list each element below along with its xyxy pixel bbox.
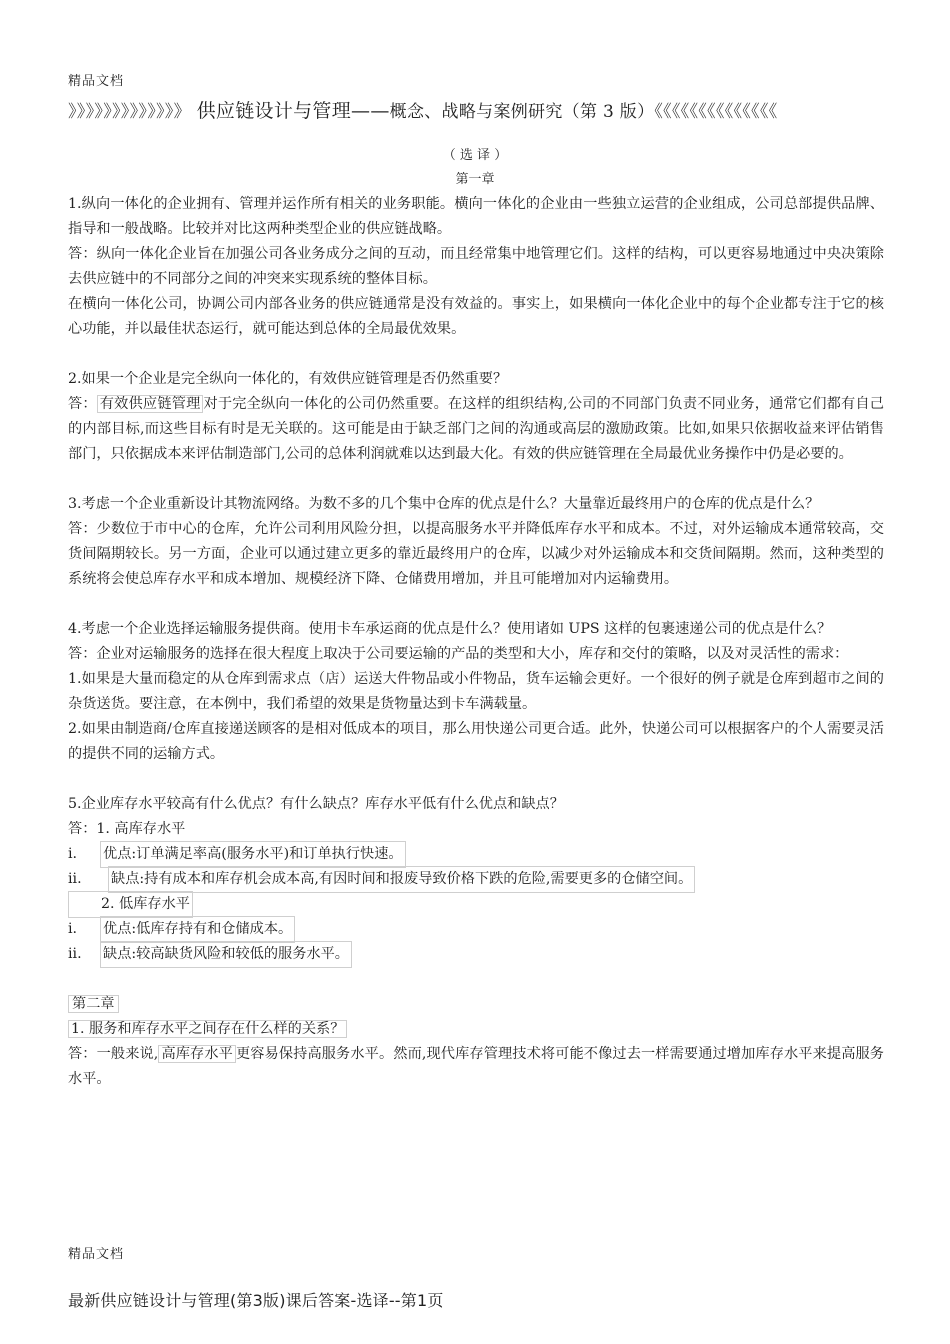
answer-4-paragraph-1: 答：企业对运输服务的选择在很大程度上取决于公司要运输的产品的类型和大小，库存和交付的策略，以及对灵活性的需求： bbox=[68, 646, 849, 662]
item-numeral: i. bbox=[68, 846, 78, 862]
answer-5-item-ii bbox=[68, 867, 884, 892]
subtitle: （ 选 译 ） bbox=[442, 148, 508, 163]
question-4: 4.考虑一个企业选择运输服务提供商。使用卡车承运商的优点是什么？使用诸如 UPS 这样的包裹速递公司的优点是什么？ bbox=[68, 621, 832, 637]
item-text: 缺点:持有成本和库存机会成本高,有因时间和报废导致价格下跌的危险,需要更多的仓储空间。 bbox=[108, 866, 695, 893]
title-sub: 概念、战略与案例研究（第 3 版） bbox=[389, 102, 655, 122]
chapter-2-label: 第二章 bbox=[68, 995, 119, 1013]
answer-1-paragraph-1: 答：纵向一体化企业旨在加强公司各业务成分之间的互动，而且经常集中地管理它们。这样的结构，可以更容易地通过中央决策除去供应链中的不同部分之间的冲突来实现系统的整体目标。 bbox=[68, 246, 884, 287]
document-title bbox=[68, 96, 888, 123]
answer-5-intro: 答：1. 高库存水平 bbox=[68, 821, 186, 837]
answer-4-paragraph-2: 1.如果是大量而稳定的从仓库到需求点（店）运送大件物品或小件物品，货车运输会更好。一个很好的例子就是仓库到超市之间的杂货送货。要注意，在本例中，我们希望的效果是货物量达到卡车满载量。 bbox=[68, 671, 884, 712]
item-text: 缺点:较高缺货风险和较低的服务水平。 bbox=[100, 941, 352, 968]
item-text: 优点:低库存持有和仓储成本。 bbox=[100, 916, 295, 943]
title-right-decoration: 《《《《《《《《《《《《《《 bbox=[654, 102, 778, 122]
chapter-2-answer-1 bbox=[68, 1042, 884, 1092]
document-body bbox=[68, 192, 884, 1092]
answer-2-highlight: 有效供应链管理 bbox=[97, 395, 204, 413]
chapter-heading-1: 第一章 bbox=[455, 172, 495, 187]
chapter-2-answer-1-prefix: 答：一般来说, bbox=[68, 1046, 159, 1062]
page-footer: 最新供应链设计与管理(第3版)课后答案-选译--第1页 bbox=[68, 1291, 444, 1310]
title-left-decoration: 》》》》》》》》》》》》》 bbox=[68, 102, 191, 122]
answer-5-low-heading bbox=[68, 892, 884, 917]
answer-2-text: 对于完全纵向一体化的公司仍然重要。在这样的组织结构,公司的不同部门负责不同业务，通常它们都有自己的内部目标,而这些目标有时是无关联的。这可能是由于缺乏部门之间的沟通或高层的激励政策。比如,如果只依据收益来评估销售部门，只依据成本来评估制造部门,公司的总体利润就难以达到最大化。有效的供应链管理在全局最优业务操作中仍是必要的。 bbox=[68, 396, 884, 462]
chapter-2-question-1 bbox=[68, 1017, 884, 1042]
answer-5-low-item-ii bbox=[68, 942, 884, 967]
chapter-2-answer-1-highlight: 高库存水平 bbox=[158, 1045, 236, 1063]
question-3: 3.考虑一个企业重新设计其物流网络。为数不多的几个集中仓库的优点是什么？大量靠近最终用户的仓库的优点是什么？ bbox=[68, 496, 820, 512]
question-5: 5.企业库存水平较高有什么优点？有什么缺点？库存水平低有什么优点和缺点？ bbox=[68, 796, 564, 812]
item-numeral: ii. bbox=[68, 871, 82, 887]
header-tag: 精品文档 bbox=[68, 74, 125, 89]
answer-5-item-i bbox=[68, 842, 884, 867]
item-numeral: ii. bbox=[68, 946, 82, 962]
answer-1-paragraph-2: 在横向一体化公司，协调公司内部各业务的供应链通常是没有效益的。事实上，如果横向一体化企业中的每个企业都专注于它的核心功能，并以最佳状态运行，就可能达到总体的全局最优效果。 bbox=[68, 296, 884, 337]
answer-5-low-item-i bbox=[68, 917, 884, 942]
low-inventory-heading: 2. 低库存水平 bbox=[68, 891, 193, 918]
chapter-heading-2 bbox=[68, 992, 884, 1017]
answer-3: 答：少数位于市中心的仓库，允许公司利用风险分担，以提高服务水平并降低库存水平和成本。不过，对外运输成本通常较高，交货间隔期较长。另一方面，企业可以通过建立更多的靠近最终用户的仓库，以减少对外运输成本和交货间隔期。然而，这种类型的系统将会使总库存水平和成本增加、规模经济下降、仓储费用增加，并且可能增加对内运输费用。 bbox=[68, 521, 884, 587]
answer-2-prefix: 答： bbox=[68, 396, 97, 412]
title-main: 供应链设计与管理—— bbox=[196, 100, 390, 122]
item-numeral: i. bbox=[68, 921, 78, 937]
chapter-2-question-1-text: 1. 服务和库存水平之间存在什么样的关系？ bbox=[68, 1020, 347, 1038]
question-2: 2.如果一个企业是完全纵向一体化的，有效供应链管理是否仍然重要？ bbox=[68, 371, 508, 387]
footer-tag: 精品文档 bbox=[68, 1247, 125, 1262]
answer-4-paragraph-3: 2.如果由制造商/仓库直接递送顾客的是相对低成本的项目，那么用快递公司更合适。此外，快递公司可以根据客户的个人需要灵活的提供不同的运输方式。 bbox=[68, 721, 884, 762]
chapter-2-answer-1-text: 更容易保持高服务水平。然而,现代库存管理技术将可能不像过去一样需要通过增加库存水平来提高服务水平。 bbox=[68, 1046, 884, 1087]
question-1: 1.纵向一体化的企业拥有、管理并运作所有相关的业务职能。横向一体化的企业由一些独立运营的企业组成，公司总部提供品牌、指导和一般战略。比较并对比这两种类型企业的供应链战略。 bbox=[68, 196, 884, 237]
answer-2 bbox=[68, 392, 884, 467]
item-text: 优点:订单满足率高(服务水平)和订单执行快速。 bbox=[100, 841, 406, 868]
